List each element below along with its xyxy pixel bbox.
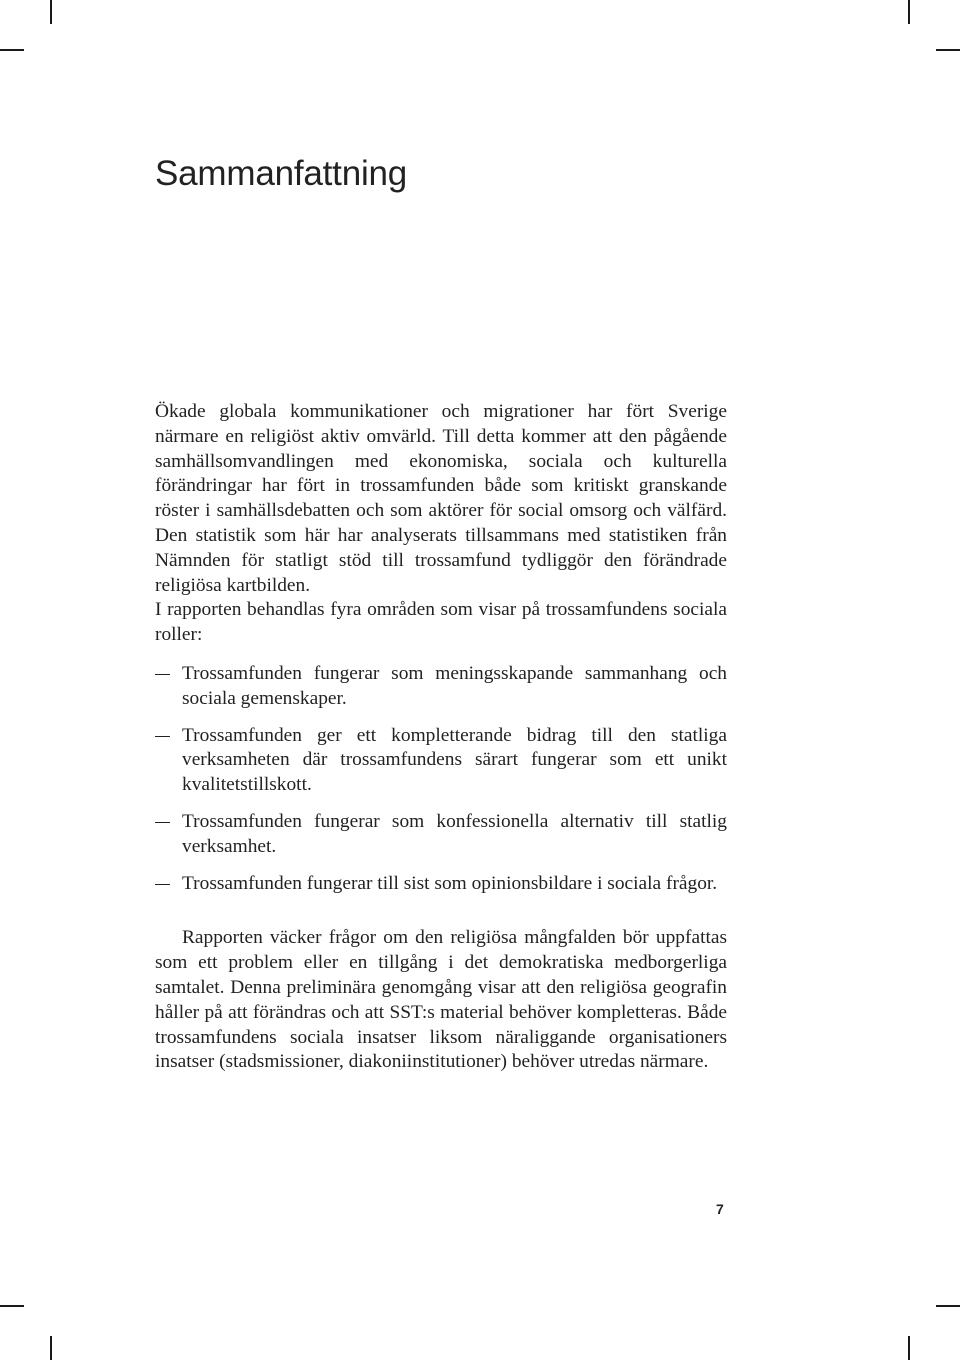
topics-intro-paragraph: I rapporten behandlas fyra områden som visar på trossamfundens sociala roller: [155, 599, 727, 646]
closing-paragraph: Rapporten väcker frågor om den religiösa mångfalden bör uppfattas som ett problem eller en tillgång i det demokratiska medborgerliga samtalet. Denna preliminära genomgång visar att den religiösa geografin håller på att förändras och att SST:s material behöver kompletteras. Både trossamfundens sociala insatser liksom näraliggande organisationers insatser (stadsmissioner, diakoniinstitutioner) behöver utredas närmare. [155, 927, 727, 1073]
list-item: Trossamfunden fungerar till sist som opinionsbildare i sociala frågor. [155, 872, 727, 897]
crop-mark-bottom-left [0, 1305, 24, 1307]
crop-mark-top-right [908, 0, 910, 24]
list-item: Trossamfunden fungerar som meningsskapande sammanhang och sociala gemenskaper. [155, 662, 727, 712]
crop-mark-bottom-right [908, 1336, 910, 1360]
list-item: Trossamfunden ger ett kompletterande bidrag till den statliga verksamheten där trossamfundens särart fungerar som ett unikt kvalitetstillskott. [155, 724, 727, 798]
roles-list [155, 662, 727, 896]
list-item: Trossamfunden fungerar som konfessionella alternativ till statlig verksamhet. [155, 810, 727, 860]
crop-mark-top-left [50, 0, 52, 24]
page-title: Sammanfattning [155, 154, 408, 193]
summary-body [155, 400, 727, 1075]
page-number: 7 [716, 1201, 724, 1217]
intro-paragraph: Ökade globala kommunikationer och migrationer har fört Sverige närmare en religiöst aktiv omvärld. Till detta kommer att den pågående samhällsomvandlingen med ekonomiska, sociala och kulturella förändringar har fört in trossamfunden både som kritiskt granskande röster i samhällsdebatten och som aktörer för social omsorg och välfärd. Den statistik som här har analyserats tillsammans med statistiken från Nämnden för statligt stöd till trossamfund tydliggör den förändrade religiösa kartbilden. [155, 401, 727, 596]
crop-mark-top-left [0, 49, 24, 51]
crop-mark-top-right [936, 49, 960, 51]
crop-mark-bottom-left [50, 1336, 52, 1360]
crop-mark-bottom-right [936, 1305, 960, 1307]
